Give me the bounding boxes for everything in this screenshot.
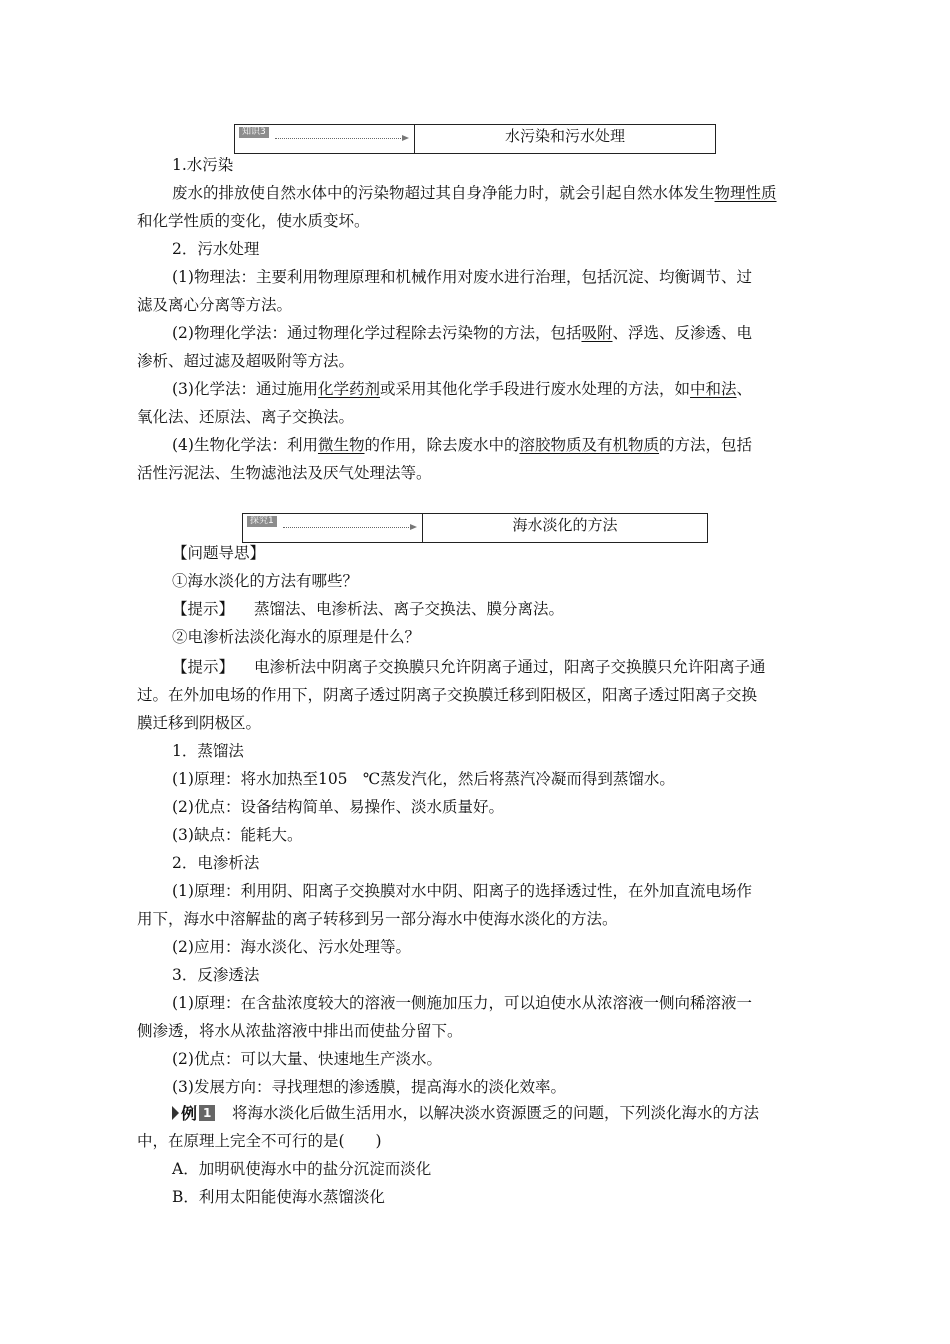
underlined-term: 中和法 — [690, 380, 737, 398]
paragraph-line: 和化学性质的变化，使水质变坏。 — [137, 212, 370, 230]
question-2: ②电渗析法淡化海水的原理是什么？ — [172, 628, 421, 646]
paragraph-line: (3)缺点：能耗大。 — [172, 826, 303, 844]
example-number-badge: 1 — [199, 1105, 215, 1121]
paragraph-line: 氧化法、还原法、离子交换法。 — [137, 408, 355, 426]
section-header-knowledge-3 — [234, 124, 716, 154]
section-tag: 探究1 — [247, 516, 277, 527]
option-b: B．利用太阳能使海水蒸馏淡化 — [172, 1188, 385, 1206]
heading-reverse-osmosis: 3．反渗透法 — [172, 966, 260, 984]
underlined-term: 微生物 — [317, 436, 365, 454]
paragraph-line: (1)原理：将水加热至105 ℃蒸发汽化，然后将蒸汽冷凝而得到蒸馏水。 — [172, 770, 675, 788]
paragraph-line: 膜迁移到阴极区。 — [137, 714, 262, 732]
example-question-line: 中，在原理上完全不可行的是( ) — [137, 1132, 382, 1150]
dotted-arrow-icon — [283, 527, 411, 528]
paragraph-line: (1)物理法：主要利用物理原理和机械作用对废水进行治理，包括沉淀、均衡调节、过 — [172, 268, 752, 286]
question-1: ①海水淡化的方法有哪些？ — [172, 572, 359, 590]
paragraph-line: 活性污泥法、生物滤池法及厌气处理法等。 — [137, 464, 432, 482]
paragraph-line: 滤及离心分离等方法。 — [137, 296, 293, 314]
paragraph-line: 侧渗透，将水从浓盐溶液中排出而使盐分留下。 — [137, 1022, 463, 1040]
triangle-marker-icon — [172, 1106, 179, 1120]
section-title: 海水淡化的方法 — [512, 516, 618, 534]
example-question-line: 将海水淡化后做生活用水，以解决淡水资源匮乏的问题，下列淡化海水的方法 — [232, 1104, 760, 1122]
option-a: A．加明矾使海水中的盐分沉淀而淡化 — [172, 1160, 432, 1178]
paragraph-line: (2)优点：可以大量、快速地生产淡水。 — [172, 1050, 442, 1068]
heading-distillation: 1．蒸馏法 — [172, 742, 244, 760]
paragraph-line: 过。在外加电场的作用下，阴离子透过阴离子交换膜迁移到阳极区，阳离子透过阳离子交换 — [137, 686, 758, 704]
dotted-arrow-icon — [275, 138, 403, 139]
paragraph-line: 废水的排放使自然水体中的污染物超过其自身净能力时，就会引起自然水体发生物理性质 — [172, 184, 777, 202]
paragraph-line: (4)生物化学法：利用微生物的作用，除去废水中的溶胶物质及有机物质的方法，包括 — [172, 436, 753, 454]
header-tag-cell — [243, 514, 423, 542]
underlined-term: 溶胶物质及有机物质 — [519, 436, 660, 454]
paragraph-line: (2)应用：海水淡化、污水处理等。 — [172, 938, 411, 956]
question-guide-label: 【问题导思】 — [172, 544, 266, 562]
paragraph-line: (1)原理：在含盐浓度较大的溶液一侧施加压力，可以迫使水从浓溶液一侧向稀溶液一 — [172, 994, 752, 1012]
paragraph-line: (2)物理化学法：通过物理化学过程除去污染物的方法，包括吸附、浮选、反渗透、电 — [172, 324, 752, 342]
header-tag-cell — [235, 125, 415, 153]
paragraph-line: (3)化学法：通过施用化学药剂或采用其他化学手段进行废水处理的方法，如中和法、 — [172, 380, 753, 398]
section-header-explore-1 — [242, 513, 708, 543]
section-tag: 知识3 — [239, 127, 269, 138]
heading-water-pollution: 1.水污染 — [172, 156, 234, 174]
underlined-term: 物理性质 — [714, 184, 777, 202]
section-title: 水污染和污水处理 — [504, 127, 625, 145]
example-label: 例 1 — [172, 1101, 215, 1124]
paragraph-line: (1)原理：利用阴、阳离子交换膜对水中阴、阳离子的选择透过性，在外加直流电场作 — [172, 882, 752, 900]
hint-2: 【提示】 电渗析法中阴离子交换膜只允许阴离子通过，阳离子交换膜只允许阳离子通 — [172, 658, 766, 676]
heading-electrodialysis: 2．电渗析法 — [172, 854, 260, 872]
heading-sewage-treatment: 2．污水处理 — [172, 240, 260, 258]
paragraph-line: 渗析、超过滤及超吸附等方法。 — [137, 352, 355, 370]
underlined-term: 吸附 — [581, 324, 613, 342]
underlined-term: 化学药剂 — [317, 380, 380, 398]
paragraph-line: (2)优点：设备结构简单、易操作、淡水质量好。 — [172, 798, 504, 816]
hint-1: 【提示】 蒸馏法、电渗析法、离子交换法、膜分离法。 — [172, 600, 565, 618]
paragraph-line: (3)发展方向：寻找理想的渗透膜，提高海水的淡化效率。 — [172, 1078, 566, 1096]
paragraph-line: 用下，海水中溶解盐的离子转移到另一部分海水中使海水淡化的方法。 — [137, 910, 618, 928]
